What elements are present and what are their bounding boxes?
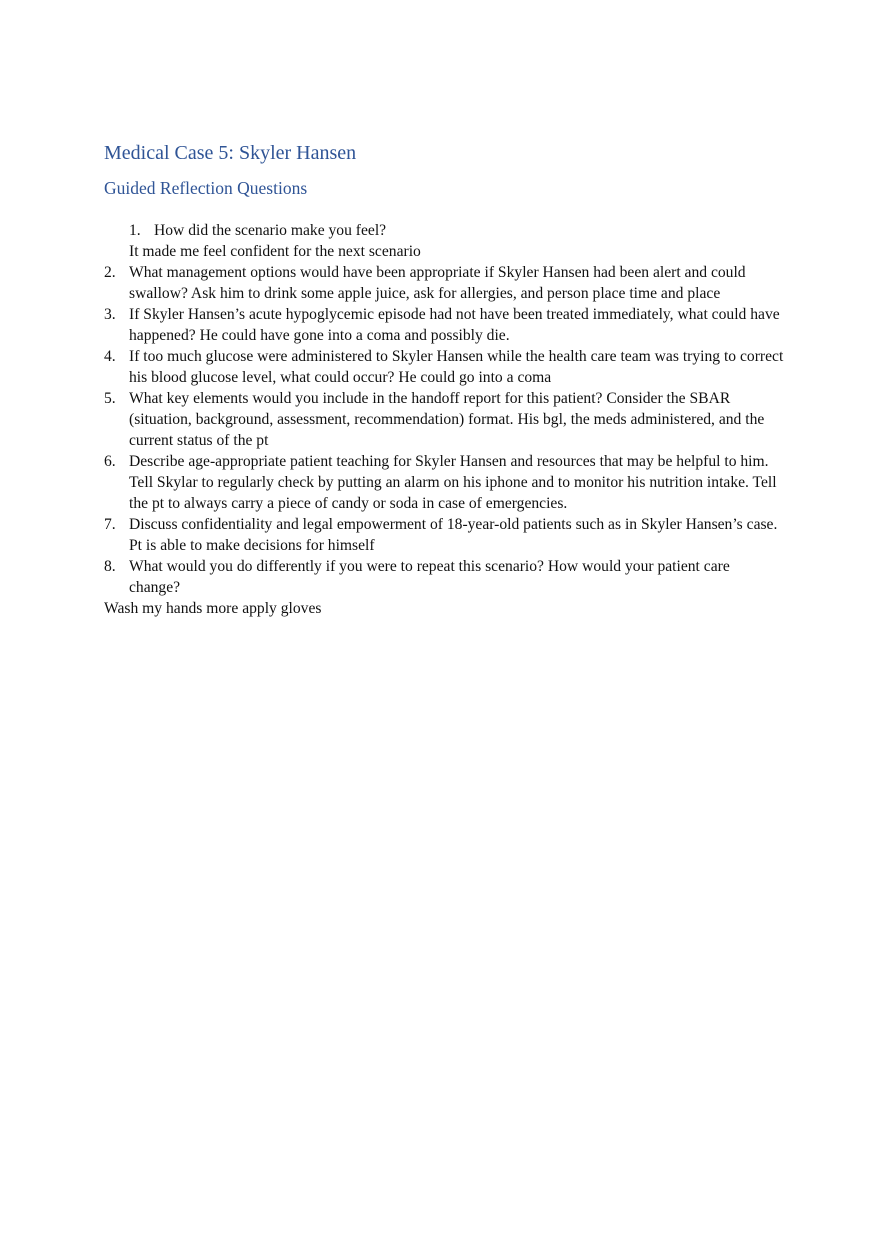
section-heading: Guided Reflection Questions [104, 178, 308, 198]
document-title: Medical Case 5: Skyler Hansen [104, 142, 357, 164]
question-text: Describe age-appropriate patient teaching for Skyler Hansen and resources that may be helpful to him. Tell Skylar to regularly check by putting an alarm on his iphone and to monitor his nutrition intake. Tell the pt to always carry a piece of candy or soda in case of emergencies. [129, 453, 777, 512]
question-text: How did the scenario make you feel? [154, 222, 387, 239]
answer-1: It made me feel confident for the next scenario [129, 243, 421, 260]
question-text: What would you do differently if you were to repeat this scenario? How would your patient care change? [129, 558, 730, 596]
question-text: If Skyler Hansen’s acute hypoglycemic episode had not have been treated immediately, what could have happened? He could have gone into a coma and possibly die. [129, 306, 780, 344]
question-5 [104, 388, 784, 451]
question-2 [104, 262, 784, 304]
question-4 [104, 346, 784, 388]
question-number: 6. [104, 453, 116, 470]
question-7 [104, 514, 784, 556]
question-8 [104, 556, 784, 598]
question-6 [104, 451, 784, 514]
question-number: 3. [104, 306, 116, 323]
question-text: Discuss confidentiality and legal empowerment of 18-year-old patients such as in Skyler Hansen’s case. Pt is able to make decisions for himself [129, 516, 778, 554]
question-3 [104, 304, 784, 346]
question-number: 1. [129, 222, 141, 239]
question-1 [129, 220, 784, 241]
question-number: 2. [104, 264, 116, 281]
question-number: 5. [104, 390, 116, 407]
reflection-questions [104, 220, 784, 619]
answer-8: Wash my hands more apply gloves [104, 600, 322, 617]
question-number: 8. [104, 558, 116, 575]
question-text: If too much glucose were administered to Skyler Hansen while the health care team was trying to correct his blood glucose level, what could occur? He could go into a coma [129, 348, 784, 386]
question-number: 4. [104, 348, 116, 365]
question-text: What management options would have been appropriate if Skyler Hansen had been alert and could swallow? Ask him to drink some apple juice, ask for allergies, and person place time and place [129, 264, 746, 302]
question-number: 7. [104, 516, 116, 533]
question-text: What key elements would you include in the handoff report for this patient? Consider the SBAR (situation, background, assessment, recommendation) format. His bgl, the meds administered, and the current status of the pt [129, 390, 765, 449]
